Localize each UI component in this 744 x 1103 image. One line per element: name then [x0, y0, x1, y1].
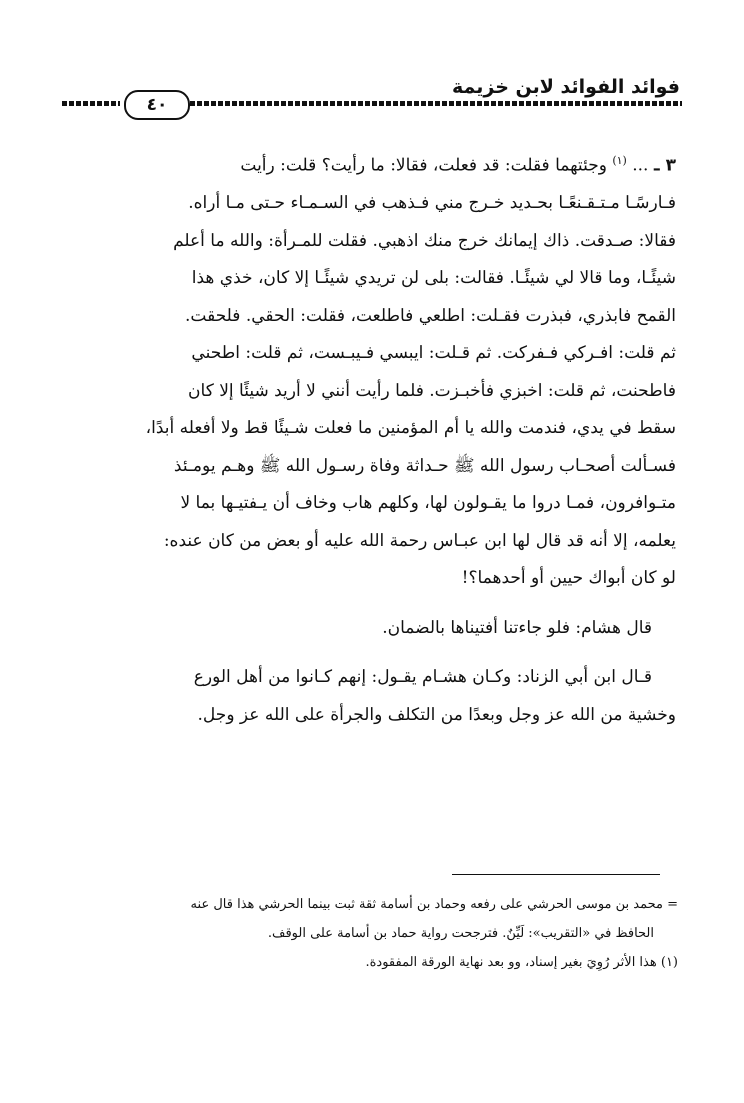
- footnote-continuation-line-2: الحافظ في «التقريب»: لَيِّنٌ. فترجحت رواية حماد بن أسامة على الوقف.: [267, 926, 654, 941]
- paragraph-3: [70, 659, 676, 734]
- running-title: فوائد الفوائد لابن خزيمة: [452, 76, 680, 98]
- paragraph-1-line-6: ثم قلت: افـركي فـفركت. ثم قـلت: ايبسي فـيبـست، ثم قلت: اطحني: [191, 343, 676, 364]
- footnote-ref-1: (١): [612, 154, 627, 167]
- paragraph-3-line-2: وخشية من الله عز وجل وبعدًا من التكلف والجرأة على الله عز وجل.: [197, 704, 676, 725]
- footnote-continuation-line-1: = محمد بن موسى الحرشي على رفعه وحماد بن أسامة ثقة ثبت بينما الحرشي هذا قال عنه: [190, 897, 678, 912]
- footnotes: [66, 890, 678, 977]
- footnote-separator: [452, 874, 660, 875]
- paragraph-1-line-8: سقط في يدي، فندمت والله يا أم المؤمنين ما فعلت شـيئًا قط ولا أفعله أبدًا،: [145, 418, 676, 439]
- paragraph-1: [70, 142, 676, 598]
- paragraph-1-line-11: يعلمه، إلا أنه قد قال لها ابن عبـاس رحمة الله عليه أو بعض من كان عنده:: [163, 530, 676, 551]
- text-run: وجئتهما فقلت: قد فعلت، فقالا: ما رأيت؟ قلت: رأيت: [240, 155, 607, 176]
- footnote-1: (١) هذا الأثر رُوِيَ بغير إسناد، وو بعد نهاية الورقة المفقودة.: [365, 955, 678, 970]
- main-text: [70, 142, 676, 734]
- paragraph-gap: [70, 647, 676, 659]
- paragraph-1-line-2: فـارسًـا مـتـقـنعًـا بحـديد خـرج مني فـذهب في السـمـاء حـتى مـا أراه.: [188, 193, 676, 214]
- paragraph-gap: [70, 598, 676, 610]
- paragraph-2: [70, 610, 676, 648]
- header-rule-left: [62, 101, 120, 106]
- paragraph-1-line-7: فاطحنت، ثم قلت: اخبزي فأخبـزت. فلما رأيت أنني لا أريد شيئًا إلا كان: [188, 380, 676, 401]
- header-ornament-band: [62, 95, 682, 115]
- paragraph-1-line-3: فقالا: صـدقت. ذاك إيمانك خرج منك اذهبي. فقلت للمـرأة: والله ما أعلم: [173, 230, 676, 251]
- paragraph-1-line-9: فسـألت أصحـاب رسول الله ﷺ حـداثة وفاة رسـول الله ﷺ وهـم يومـئذ: [173, 455, 676, 476]
- paragraph-3-line-1: قـال ابن أبي الزناد: وكـان هشـام يقـول: إنهم كـانوا من أهل الورع: [193, 667, 652, 688]
- paragraph-1-line-1: [70, 142, 676, 185]
- paragraph-number: ٣ ـ: [653, 155, 676, 176]
- ellipsis: ...: [632, 155, 649, 176]
- paragraph-1-line-4: شيئًـا، وما قالا لي شيئًـا. فقالت: بلى لن تريدي شيئًـا إلا كان، خذي هذا: [191, 268, 676, 289]
- paragraph-1-line-5: القمح فابذري، فبذرت فقـلت: اطلعي فاطلعت، فقلت: الحقي. فلحقت.: [185, 305, 676, 326]
- header-rule-right: [190, 101, 682, 106]
- paragraph-1-line-10: متـوافرون، فمـا دروا ما يقـولون لها، وكلهم هاب وخاف أن يـفتيـها بما لا: [180, 493, 676, 514]
- paragraph-1-line-12: لو كان أبواك حيين أو أحدهما؟!: [461, 568, 676, 589]
- paragraph-2-line-1: قال هشام: فلو جاءتنا أفتيناها بالضمان.: [382, 617, 652, 638]
- page-number: ٤٠: [124, 90, 190, 120]
